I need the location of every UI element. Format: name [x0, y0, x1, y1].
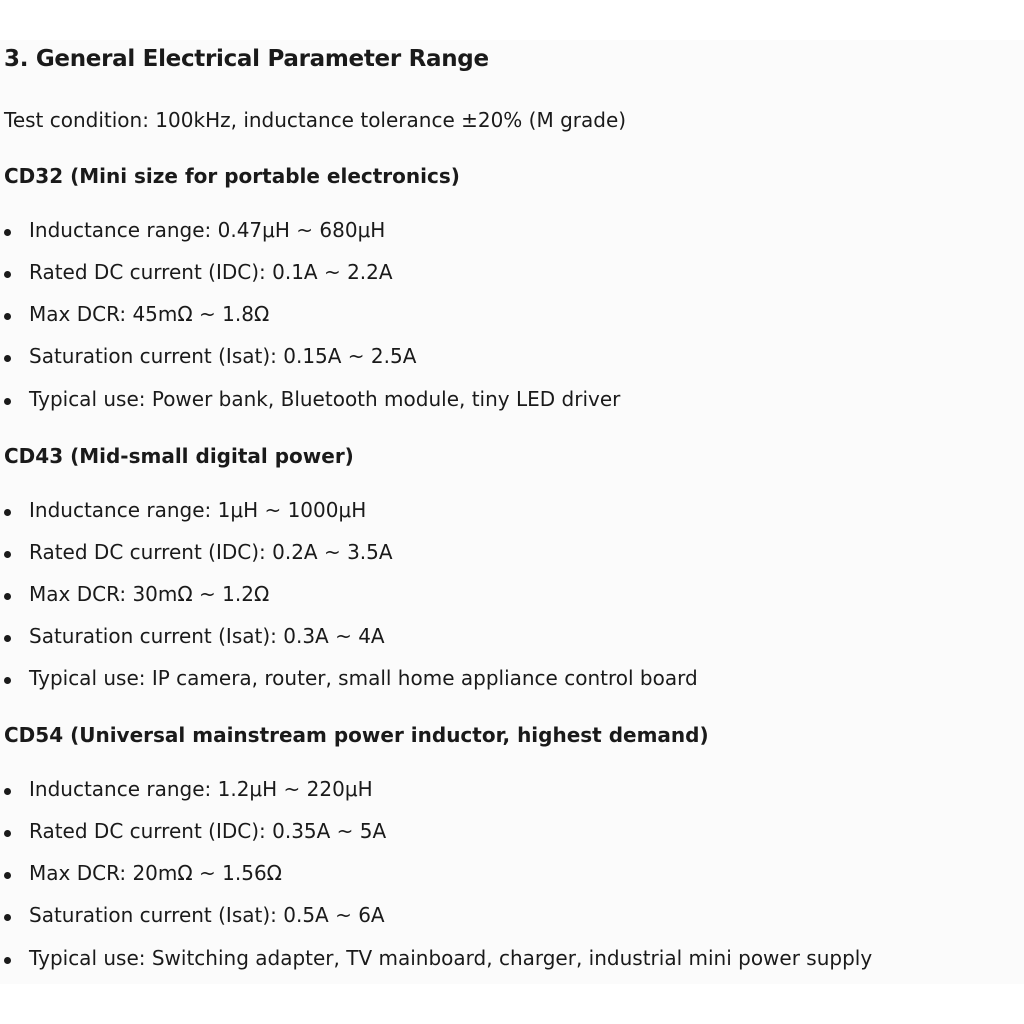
bullet-icon: [4, 398, 11, 405]
bullet-icon: [4, 872, 11, 879]
bullet-icon: [4, 229, 11, 236]
list-item-text: Rated DC current (IDC): 0.2A ~ 3.5A: [29, 540, 393, 564]
list-item-text: Typical use: Power bank, Bluetooth module, tiny LED driver: [29, 387, 621, 411]
list-item-text: Rated DC current (IDC): 0.1A ~ 2.2A: [29, 260, 393, 284]
bullet-icon: [4, 830, 11, 837]
bullet-icon: [4, 677, 11, 684]
list-item-text: Max DCR: 45mΩ ~ 1.8Ω: [29, 302, 270, 326]
cd32-title: CD32 (Mini size for portable electronics): [4, 164, 460, 188]
list-item-text: Saturation current (Isat): 0.5A ~ 6A: [29, 903, 385, 927]
test-condition-text: Test condition: 100kHz, inductance tolerance ±20% (M grade): [4, 108, 627, 132]
list-item-text: Max DCR: 20mΩ ~ 1.56Ω: [29, 861, 282, 885]
bullet-icon: [4, 313, 11, 320]
document: [0, 40, 1024, 984]
bullet-icon: [4, 271, 11, 278]
bullet-icon: [4, 957, 11, 964]
list-item-text: Inductance range: 0.47μH ~ 680μH: [29, 218, 386, 242]
list-item-text: Max DCR: 30mΩ ~ 1.2Ω: [29, 582, 270, 606]
bullet-icon: [4, 509, 11, 516]
list-item-text: Saturation current (Isat): 0.15A ~ 2.5A: [29, 344, 417, 368]
bullet-icon: [4, 355, 11, 362]
bullet-icon: [4, 914, 11, 921]
cd54-title: CD54 (Universal mainstream power inductor, highest demand): [4, 723, 709, 747]
list-item-text: Inductance range: 1μH ~ 1000μH: [29, 498, 367, 522]
bullet-icon: [4, 593, 11, 600]
bullet-icon: [4, 788, 11, 795]
bullet-icon: [4, 635, 11, 642]
section-heading: 3. General Electrical Parameter Range: [4, 46, 489, 72]
list-item-text: Inductance range: 1.2μH ~ 220μH: [29, 777, 373, 801]
list-item-text: Saturation current (Isat): 0.3A ~ 4A: [29, 624, 385, 648]
list-item-text: Rated DC current (IDC): 0.35A ~ 5A: [29, 819, 387, 843]
bullet-icon: [4, 551, 11, 558]
list-item-text: Typical use: IP camera, router, small home appliance control board: [29, 666, 698, 690]
list-item-text: Typical use: Switching adapter, TV mainboard, charger, industrial mini power supply: [29, 946, 873, 970]
cd43-title: CD43 (Mid-small digital power): [4, 444, 354, 468]
